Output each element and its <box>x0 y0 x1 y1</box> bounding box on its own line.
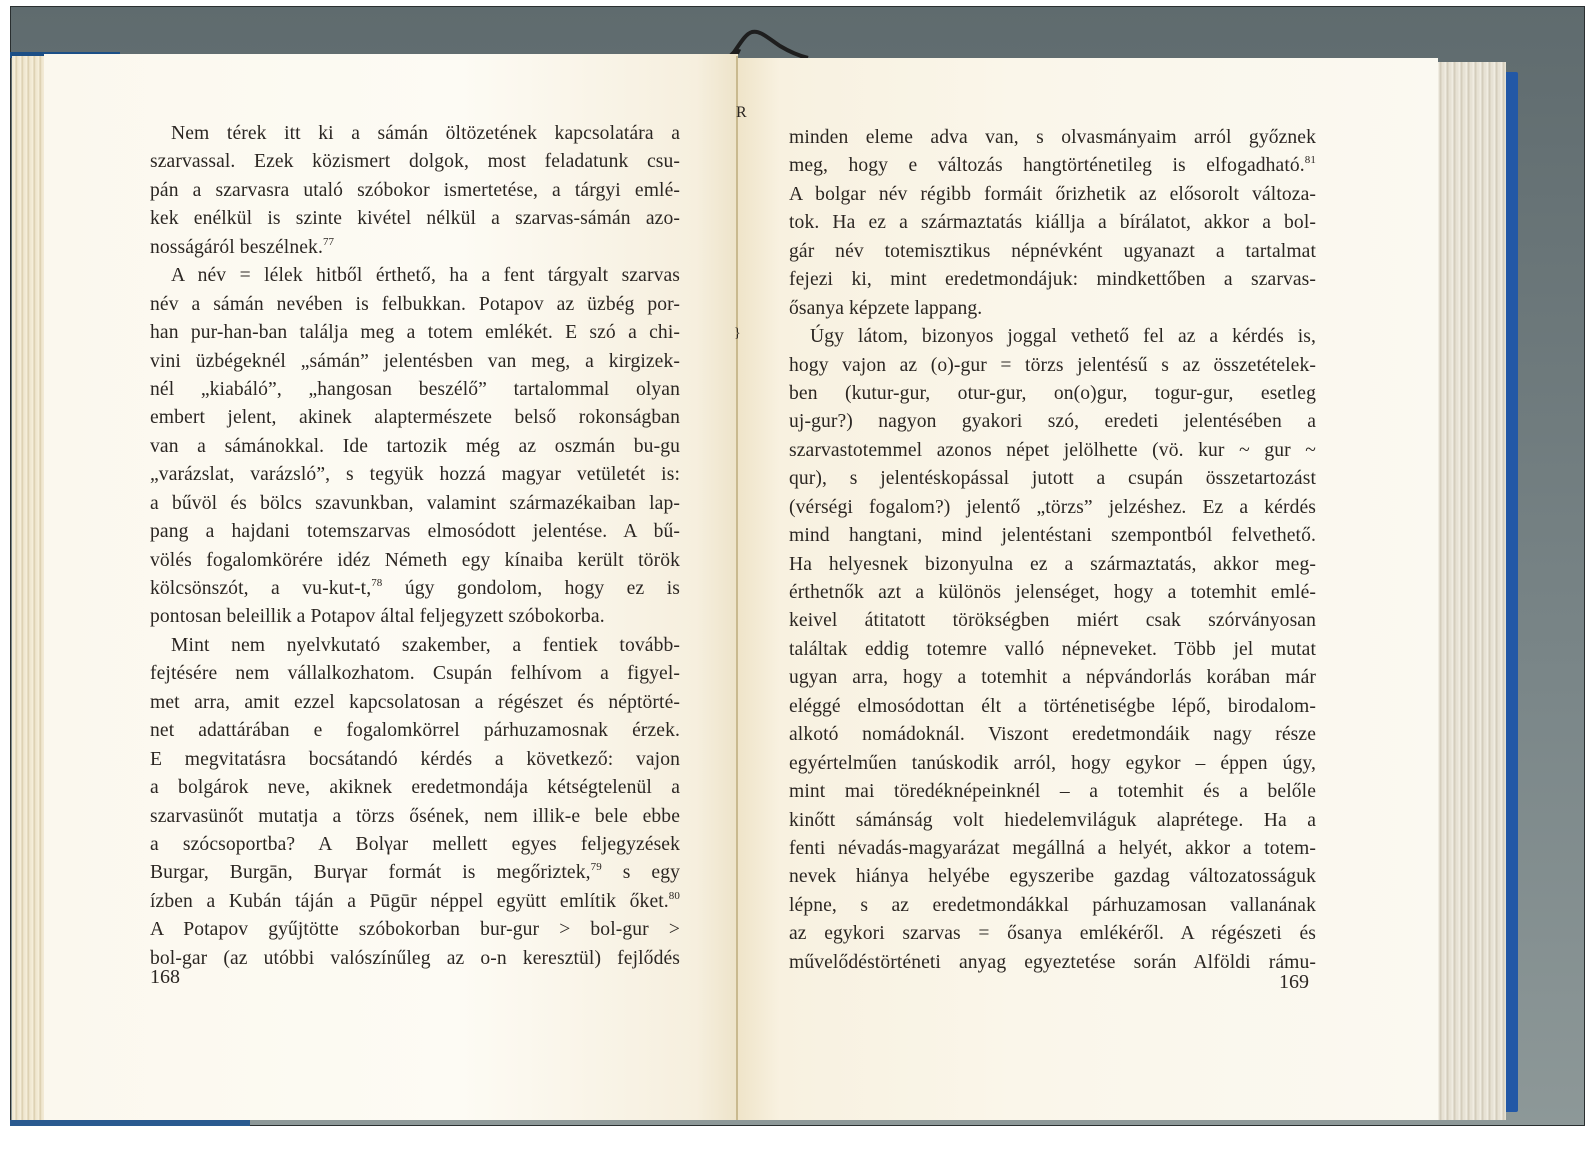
line-text: Nem térek itt ki a sámán öltözetének kapcsolatára a <box>171 123 680 144</box>
line-text: E megvitatásra bocsátandó kérdés a következő: vajon <box>150 748 680 770</box>
text-line <box>789 636 1316 664</box>
line-text: az egykori szarvas = ősanya emlékéről. A régészeti és <box>789 923 1316 945</box>
line-text: völés fogalomkörére idéz Németh egy kínaiba került török <box>150 549 680 571</box>
footnote-reference: 77 <box>322 235 335 248</box>
line-text: „varázslat, varázsló”, s tegyük hozzá magyar vetületét is: <box>150 464 680 486</box>
text-line <box>150 547 680 575</box>
text-line <box>789 465 1316 493</box>
line-text: a bűvöl és bölcs szavunkban, valamint származékaiban lap- <box>150 492 680 514</box>
text-line <box>789 892 1316 920</box>
text-line <box>789 352 1316 380</box>
footnote-reference: 81 <box>1304 154 1316 167</box>
text-line <box>150 291 680 319</box>
line-text: vini üzbégeknél „sámán” jelentésben van meg, a kirgizek- <box>150 350 680 372</box>
line-text: hogy vajon az (o)-gur = törzs jelentésű s az összetételek- <box>789 354 1316 376</box>
line-text: egyértelműen tanúskodik arról, hogy egykor – éppen úgy, <box>789 752 1316 774</box>
page-edges-left <box>12 56 46 1120</box>
text-line <box>789 778 1316 806</box>
margin-mark-middle: } <box>734 326 741 341</box>
text-line <box>789 863 1316 891</box>
line-text: meg, hogy e változás hangtörténetileg is elfogadható. <box>789 155 1305 177</box>
line-text: Mint nem nyelvkutató szakember, a fentiek tovább- <box>171 634 680 656</box>
margin-mark-top: R <box>736 104 747 121</box>
line-text: qur), s jelentéskopással jutott a csupán összetartozást <box>789 468 1316 490</box>
page-number-right: 169 <box>1279 971 1309 993</box>
book-gutter <box>736 56 738 1120</box>
text-line <box>789 920 1316 948</box>
text-line <box>150 433 680 461</box>
text-line <box>789 238 1316 266</box>
line-text: uj-gur?) nagyon gyakori szó, eredeti jelentésében a <box>789 411 1316 433</box>
text-line <box>150 859 680 887</box>
line-text: A bolgar név régibb formáit őrizhetik az elősorolt változa- <box>789 183 1316 205</box>
line-text: mint mai töredéknépeinknél – a totemhit és a belőle <box>789 781 1316 803</box>
line-text: pán a szarvasra utaló szóbokor ismertetése, a tárgyi emlé- <box>150 179 680 201</box>
line-text: lépne, s az eredetmondákkal párhuzamosan vallanának <box>789 894 1316 916</box>
text-line <box>150 319 680 347</box>
left-page-body-text <box>150 120 680 973</box>
line-text: szarvastotemmel azonos népet jelölhette (vö. kur ~ gur ~ <box>789 439 1316 461</box>
page-edges-right <box>1436 62 1506 1120</box>
line-text: Ha helyesnek bizonyulna ez a származtatás, akkor meg- <box>789 553 1316 575</box>
line-text: A Potapov gyűjtötte szóbokorban bur-gur > bol-gur > <box>150 919 680 941</box>
line-text: kek enélkül is szinte kivétel nélkül a szarvas-sámán azo- <box>150 208 680 230</box>
line-text: érthetnők azt a különös jelenséget, hogy a totemhit emlé- <box>789 582 1316 603</box>
text-line <box>150 603 680 631</box>
text-line <box>150 177 680 205</box>
line-text: eléggé elmosódottan élt a történetiségbe lépő, birodalom- <box>789 695 1316 717</box>
line-text: ben (kutur-gur, otur-gur, on(o)gur, togur-gur, esetleg <box>789 382 1316 404</box>
line-text: név a sámán nevében is felbukkan. Potapov az üzbég por- <box>150 293 680 315</box>
text-line <box>789 607 1316 635</box>
line-text: bol-gar (az utóbbi valószínűleg az o-n keresztül) fejlődés <box>150 947 680 969</box>
line-text: A név = lélek hitből érthető, ha a fent tárgyalt szarvas <box>171 265 680 287</box>
text-line <box>789 750 1316 778</box>
line-text: embert jelent, akinek alaptermészete belső rokonságban <box>150 407 680 429</box>
text-line <box>789 494 1316 522</box>
text-line <box>150 148 680 176</box>
line-text: alkotó nomádoknál. Viszont eredetmondáik nagy része <box>789 724 1316 746</box>
text-line <box>150 660 680 688</box>
text-line <box>150 575 680 603</box>
text-line <box>789 437 1316 465</box>
page-number-left: 168 <box>150 966 180 988</box>
line-text: művelődéstörténeti anyag egyeztetése során Alföldi rámu- <box>789 951 1316 973</box>
footnote-reference: 80 <box>668 889 680 902</box>
text-line <box>789 693 1316 721</box>
line-text: nél „kiabáló”, „hangosan beszélő” tartalommal olyan <box>150 378 680 400</box>
text-line <box>150 404 680 432</box>
text-line <box>150 490 680 518</box>
right-page-body-text <box>789 124 1316 977</box>
text-line <box>789 408 1316 436</box>
text-line <box>789 551 1316 579</box>
text-line <box>150 746 680 774</box>
text-line <box>150 376 680 404</box>
footnote-reference: 79 <box>590 861 602 874</box>
text-line <box>150 774 680 802</box>
line-text: tok. Ha ez a származtatás kiállja a bírálatot, akkor a bol- <box>789 212 1316 234</box>
line-text: ízben a Kubán táján a Pūgūr néppel együtt említik őket. <box>150 890 669 912</box>
line-text: ugyan arra, hogy a totemhit a népvándorlás korában már <box>789 667 1316 689</box>
text-line <box>150 945 680 973</box>
text-line <box>789 380 1316 408</box>
line-text: kinőtt sámánság volt hiedelemviláguk alaprétege. Ha a <box>789 809 1316 831</box>
text-line <box>150 205 680 233</box>
book-cover-edge-left-bottom <box>10 1120 250 1126</box>
text-line <box>789 807 1316 835</box>
line-text: fejtésére nem vállalkozhatom. Csupán felhívom a figyel- <box>150 663 680 685</box>
text-line <box>150 632 680 660</box>
line-text: met arra, amit ezzel kapcsolatosan a régészet és néptörté- <box>150 691 680 713</box>
line-text: kölcsönszót, a vu-kut-t, <box>150 578 372 599</box>
line-text: nevek hiánya helyébe egyszeribe gazdag változatosságuk <box>789 866 1316 888</box>
line-text: a bolgárok neve, akiknek eredetmondája kétségtelenül a <box>150 777 680 799</box>
text-line <box>789 835 1316 863</box>
text-line <box>789 295 1316 323</box>
line-text: pontosan beleillik a Potapov által feljegyzett szóbokorba. <box>150 606 605 628</box>
footnote-reference: 78 <box>371 577 383 589</box>
line-text: szarvasünőt mutatja a törzs ősének, nem illik-e bele ebbe <box>150 805 680 827</box>
text-line <box>789 522 1316 550</box>
text-line <box>150 234 680 262</box>
text-line <box>150 717 680 745</box>
line-text-continued: úgy gondolom, hogy ez is <box>382 578 680 599</box>
text-line <box>789 721 1316 749</box>
line-text: mind hangtani, mind jelentéstani szempontból felvethető. <box>789 525 1316 547</box>
line-text: fejezi ki, mint eredetmondájuk: mindkettőben a szarvas- <box>789 269 1316 291</box>
text-line <box>789 579 1316 607</box>
text-line <box>789 124 1316 152</box>
text-line <box>789 664 1316 692</box>
text-line <box>150 831 680 859</box>
line-text: találtak eddig totemre valló népneveket. Több jel mutat <box>789 638 1316 660</box>
text-line <box>150 518 680 546</box>
line-text: nosságáról beszélnek. <box>150 236 323 258</box>
line-text: a szócsoportba? A Bolγar mellett egyes feljegyzések <box>150 833 680 855</box>
text-line <box>789 949 1316 977</box>
line-text: fenti névadás-magyarázat megállná a helyét, akkor a totem- <box>789 837 1316 859</box>
text-line <box>150 262 680 290</box>
text-line <box>150 461 680 489</box>
text-line <box>789 209 1316 237</box>
text-line <box>150 348 680 376</box>
line-text: Burgar, Burgān, Burγar formát is megőriztek, <box>150 862 591 884</box>
line-text: keivel átitatott törökségben miért csak szórványosan <box>789 610 1316 632</box>
text-line <box>150 689 680 717</box>
line-text: pang a hajdani totemszarvas elmosódott jelentése. A bű- <box>150 521 680 543</box>
line-text: gár név totemisztikus népnévként ugyanazt a tartalmat <box>789 240 1316 262</box>
line-text: van a sámánokkal. Ide tartozik még az oszmán bu-gu <box>150 435 680 457</box>
text-line <box>789 266 1316 294</box>
line-text: ősanya képzete lappang. <box>789 297 983 319</box>
line-text: (vérségi fogalom?) jelentő „törzs” jelzéshez. Ez a kérdés <box>789 496 1316 518</box>
text-line <box>150 888 680 916</box>
line-text: Úgy látom, bizonyos joggal vethető fel az a kérdés is, <box>810 326 1316 348</box>
line-text: szarvassal. Ezek közismert dolgok, most feladatunk csu- <box>150 151 680 173</box>
line-text: han pur-han-ban találja meg a totem emlékét. E szó a chi- <box>150 322 680 344</box>
text-line <box>789 181 1316 209</box>
text-line <box>150 120 680 148</box>
text-line <box>150 803 680 831</box>
text-line <box>150 916 680 944</box>
text-line <box>789 323 1316 351</box>
line-text-continued: s egy <box>601 862 681 884</box>
line-text: minden eleme adva van, s olvasmányaim arról győznek <box>789 127 1316 148</box>
line-text: net adattárában e fogalomkörrel párhuzamosnak érzek. <box>150 720 680 742</box>
text-line <box>789 152 1316 180</box>
